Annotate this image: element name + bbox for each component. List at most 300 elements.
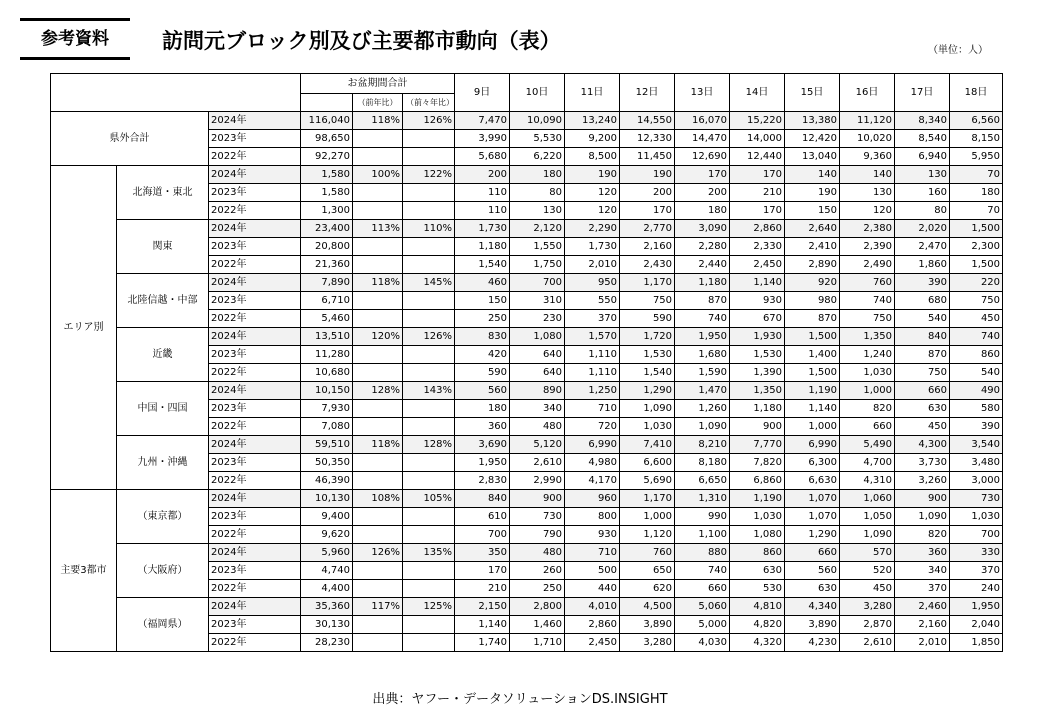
yoy-cell: 118% xyxy=(353,112,403,130)
day-value-cell: 140 xyxy=(785,166,840,184)
day-value-cell: 1,500 xyxy=(950,220,1003,238)
group-label: 主要3都市 xyxy=(51,490,117,652)
day-value-cell: 870 xyxy=(785,310,840,328)
year-cell: 2024年 xyxy=(209,544,301,562)
day-value-cell: 11,120 xyxy=(840,112,895,130)
day-value-cell: 3,730 xyxy=(895,454,950,472)
day-value-cell: 1,180 xyxy=(675,274,730,292)
day-value-cell: 4,980 xyxy=(565,454,620,472)
year-cell: 2024年 xyxy=(209,166,301,184)
day-value-cell: 210 xyxy=(730,184,785,202)
day-value-cell: 4,230 xyxy=(785,634,840,652)
day-value-cell: 4,340 xyxy=(785,598,840,616)
day-value-cell: 200 xyxy=(620,184,675,202)
header-yoy2: （前々年比） xyxy=(403,94,455,112)
day-value-cell: 1,470 xyxy=(675,382,730,400)
yoy2-cell xyxy=(403,580,455,598)
day-value-cell: 1,460 xyxy=(510,616,565,634)
day-value-cell: 1,000 xyxy=(840,382,895,400)
day-value-cell: 170 xyxy=(675,166,730,184)
day-value-cell: 4,820 xyxy=(730,616,785,634)
day-value-cell: 1,860 xyxy=(895,256,950,274)
day-value-cell: 1,570 xyxy=(565,328,620,346)
table-row xyxy=(51,274,1003,292)
day-value-cell: 2,490 xyxy=(840,256,895,274)
region-label: 中国・四国 xyxy=(117,382,209,436)
day-value-cell: 2,120 xyxy=(510,220,565,238)
day-value-cell: 930 xyxy=(730,292,785,310)
day-value-cell: 8,210 xyxy=(675,436,730,454)
yoy-cell xyxy=(353,580,403,598)
yoy-cell xyxy=(353,238,403,256)
year-cell: 2022年 xyxy=(209,634,301,652)
day-value-cell: 5,690 xyxy=(620,472,675,490)
total-cell: 6,710 xyxy=(301,292,353,310)
yoy2-cell: 125% xyxy=(403,598,455,616)
day-value-cell: 70 xyxy=(950,202,1003,220)
day-value-cell: 6,990 xyxy=(565,436,620,454)
year-cell: 2023年 xyxy=(209,562,301,580)
year-cell: 2023年 xyxy=(209,346,301,364)
day-value-cell: 790 xyxy=(510,526,565,544)
day-value-cell: 7,470 xyxy=(455,112,510,130)
visitor-table xyxy=(50,73,1003,652)
header-corner xyxy=(51,74,301,112)
day-value-cell: 1,240 xyxy=(840,346,895,364)
day-value-cell: 14,470 xyxy=(675,130,730,148)
yoy-cell xyxy=(353,148,403,166)
day-value-cell: 160 xyxy=(895,184,950,202)
day-value-cell: 2,450 xyxy=(565,634,620,652)
day-value-cell: 990 xyxy=(675,508,730,526)
yoy-cell: 118% xyxy=(353,274,403,292)
yoy2-cell xyxy=(403,472,455,490)
total-cell: 7,080 xyxy=(301,418,353,436)
day-value-cell: 360 xyxy=(895,544,950,562)
table-row xyxy=(51,328,1003,346)
day-value-cell: 4,300 xyxy=(895,436,950,454)
day-value-cell: 4,810 xyxy=(730,598,785,616)
day-value-cell: 660 xyxy=(840,418,895,436)
day-value-cell: 13,040 xyxy=(785,148,840,166)
total-cell: 1,580 xyxy=(301,184,353,202)
day-value-cell: 1,950 xyxy=(675,328,730,346)
day-value-cell: 15,220 xyxy=(730,112,785,130)
day-value-cell: 6,560 xyxy=(950,112,1003,130)
day-value-cell: 2,300 xyxy=(950,238,1003,256)
total-cell: 9,620 xyxy=(301,526,353,544)
day-value-cell: 1,090 xyxy=(840,526,895,544)
day-value-cell: 4,500 xyxy=(620,598,675,616)
day-value-cell: 1,170 xyxy=(620,490,675,508)
day-value-cell: 2,380 xyxy=(840,220,895,238)
year-cell: 2023年 xyxy=(209,292,301,310)
total-cell: 59,510 xyxy=(301,436,353,454)
day-value-cell: 750 xyxy=(950,292,1003,310)
header-day: 15日 xyxy=(785,74,840,112)
day-value-cell: 12,440 xyxy=(730,148,785,166)
day-value-cell: 890 xyxy=(510,382,565,400)
day-value-cell: 4,170 xyxy=(565,472,620,490)
day-value-cell: 340 xyxy=(895,562,950,580)
day-value-cell: 1,530 xyxy=(730,346,785,364)
yoy-cell xyxy=(353,364,403,382)
yoy2-cell xyxy=(403,526,455,544)
day-value-cell: 1,500 xyxy=(785,364,840,382)
year-cell: 2022年 xyxy=(209,364,301,382)
day-value-cell: 1,090 xyxy=(675,418,730,436)
total-cell: 5,460 xyxy=(301,310,353,328)
day-value-cell: 710 xyxy=(565,544,620,562)
day-value-cell: 6,860 xyxy=(730,472,785,490)
yoy2-cell xyxy=(403,634,455,652)
year-cell: 2022年 xyxy=(209,310,301,328)
day-value-cell: 5,490 xyxy=(840,436,895,454)
yoy2-cell xyxy=(403,400,455,418)
day-value-cell: 730 xyxy=(950,490,1003,508)
day-value-cell: 14,000 xyxy=(730,130,785,148)
total-cell: 10,680 xyxy=(301,364,353,382)
day-value-cell: 5,120 xyxy=(510,436,565,454)
day-value-cell: 180 xyxy=(455,400,510,418)
day-value-cell: 1,060 xyxy=(840,490,895,508)
day-value-cell: 1,190 xyxy=(730,490,785,508)
table-row xyxy=(51,382,1003,400)
day-value-cell: 220 xyxy=(950,274,1003,292)
day-value-cell: 1,190 xyxy=(785,382,840,400)
day-value-cell: 250 xyxy=(510,580,565,598)
day-value-cell: 2,800 xyxy=(510,598,565,616)
day-value-cell: 360 xyxy=(455,418,510,436)
yoy-cell: 120% xyxy=(353,328,403,346)
day-value-cell: 7,770 xyxy=(730,436,785,454)
day-value-cell: 1,030 xyxy=(840,364,895,382)
day-value-cell: 3,540 xyxy=(950,436,1003,454)
day-value-cell: 140 xyxy=(840,166,895,184)
day-value-cell: 710 xyxy=(565,400,620,418)
day-value-cell: 2,870 xyxy=(840,616,895,634)
day-value-cell: 3,890 xyxy=(785,616,840,634)
yoy2-cell xyxy=(403,454,455,472)
day-value-cell: 8,500 xyxy=(565,148,620,166)
day-value-cell: 450 xyxy=(950,310,1003,328)
day-value-cell: 6,220 xyxy=(510,148,565,166)
source-credit: 出典：ヤフー・データソリューションDS.INSIGHT xyxy=(372,692,668,707)
day-value-cell: 2,160 xyxy=(620,238,675,256)
table-row xyxy=(51,544,1003,562)
yoy-cell: 108% xyxy=(353,490,403,508)
day-value-cell: 870 xyxy=(895,346,950,364)
table-row xyxy=(51,220,1003,238)
day-value-cell: 1,180 xyxy=(455,238,510,256)
header-day: 16日 xyxy=(840,74,895,112)
day-value-cell: 700 xyxy=(950,526,1003,544)
day-value-cell: 170 xyxy=(620,202,675,220)
yoy2-cell: 143% xyxy=(403,382,455,400)
day-value-cell: 950 xyxy=(565,274,620,292)
yoy-cell xyxy=(353,508,403,526)
day-value-cell: 840 xyxy=(895,328,950,346)
day-value-cell: 250 xyxy=(455,310,510,328)
day-value-cell: 830 xyxy=(455,328,510,346)
yoy2-cell xyxy=(403,202,455,220)
day-value-cell: 200 xyxy=(675,184,730,202)
day-value-cell: 870 xyxy=(675,292,730,310)
day-value-cell: 350 xyxy=(455,544,510,562)
day-value-cell: 740 xyxy=(840,292,895,310)
day-value-cell: 6,940 xyxy=(895,148,950,166)
day-value-cell: 180 xyxy=(675,202,730,220)
yoy2-cell xyxy=(403,238,455,256)
yoy2-cell xyxy=(403,418,455,436)
yoy-cell xyxy=(353,184,403,202)
day-value-cell: 110 xyxy=(455,184,510,202)
day-value-cell: 340 xyxy=(510,400,565,418)
day-value-cell: 370 xyxy=(895,580,950,598)
day-value-cell: 930 xyxy=(565,526,620,544)
day-value-cell: 620 xyxy=(620,580,675,598)
day-value-cell: 5,530 xyxy=(510,130,565,148)
total-cell: 7,930 xyxy=(301,400,353,418)
day-value-cell: 390 xyxy=(950,418,1003,436)
total-cell: 92,270 xyxy=(301,148,353,166)
day-value-cell: 7,410 xyxy=(620,436,675,454)
day-value-cell: 1,080 xyxy=(730,526,785,544)
day-value-cell: 2,450 xyxy=(730,256,785,274)
year-cell: 2024年 xyxy=(209,328,301,346)
day-value-cell: 900 xyxy=(895,490,950,508)
day-value-cell: 1,950 xyxy=(950,598,1003,616)
yoy2-cell xyxy=(403,256,455,274)
total-cell: 10,150 xyxy=(301,382,353,400)
day-value-cell: 1,170 xyxy=(620,274,675,292)
day-value-cell: 500 xyxy=(565,562,620,580)
region-label: 北陸信越・中部 xyxy=(117,274,209,328)
day-value-cell: 190 xyxy=(620,166,675,184)
day-value-cell: 450 xyxy=(895,418,950,436)
year-cell: 2022年 xyxy=(209,418,301,436)
day-value-cell: 8,540 xyxy=(895,130,950,148)
day-value-cell: 9,200 xyxy=(565,130,620,148)
day-value-cell: 6,300 xyxy=(785,454,840,472)
year-cell: 2023年 xyxy=(209,616,301,634)
yoy-cell xyxy=(353,472,403,490)
day-value-cell: 230 xyxy=(510,310,565,328)
day-value-cell: 900 xyxy=(730,418,785,436)
table-row xyxy=(51,436,1003,454)
header-period-total: お盆期間合計 xyxy=(301,74,455,94)
day-value-cell: 5,000 xyxy=(675,616,730,634)
day-value-cell: 730 xyxy=(510,508,565,526)
day-value-cell: 1,140 xyxy=(730,274,785,292)
year-cell: 2024年 xyxy=(209,112,301,130)
day-value-cell: 1,540 xyxy=(620,364,675,382)
day-value-cell: 1,540 xyxy=(455,256,510,274)
table-row xyxy=(51,490,1003,508)
day-value-cell: 740 xyxy=(950,328,1003,346)
day-value-cell: 750 xyxy=(620,292,675,310)
day-value-cell: 8,340 xyxy=(895,112,950,130)
day-value-cell: 2,330 xyxy=(730,238,785,256)
day-value-cell: 760 xyxy=(620,544,675,562)
yoy2-cell xyxy=(403,346,455,364)
yoy-cell: 113% xyxy=(353,220,403,238)
day-value-cell: 1,950 xyxy=(455,454,510,472)
day-value-cell: 6,600 xyxy=(620,454,675,472)
region-label: （東京都） xyxy=(117,490,209,544)
day-value-cell: 3,090 xyxy=(675,220,730,238)
region-label: 近畿 xyxy=(117,328,209,382)
day-value-cell: 640 xyxy=(510,346,565,364)
day-value-cell: 2,440 xyxy=(675,256,730,274)
year-cell: 2024年 xyxy=(209,490,301,508)
day-value-cell: 1,090 xyxy=(895,508,950,526)
day-value-cell: 1,090 xyxy=(620,400,675,418)
day-value-cell: 4,310 xyxy=(840,472,895,490)
day-value-cell: 5,060 xyxy=(675,598,730,616)
yoy-cell: 128% xyxy=(353,382,403,400)
day-value-cell: 130 xyxy=(895,166,950,184)
day-value-cell: 920 xyxy=(785,274,840,292)
day-value-cell: 700 xyxy=(510,274,565,292)
header-day: 14日 xyxy=(730,74,785,112)
day-value-cell: 640 xyxy=(510,364,565,382)
day-value-cell: 800 xyxy=(565,508,620,526)
region-label: 九州・沖縄 xyxy=(117,436,209,490)
yoy-cell: 117% xyxy=(353,598,403,616)
total-cell: 1,580 xyxy=(301,166,353,184)
table-row xyxy=(51,112,1003,130)
yoy-cell xyxy=(353,418,403,436)
day-value-cell: 1,530 xyxy=(620,346,675,364)
year-cell: 2022年 xyxy=(209,148,301,166)
day-value-cell: 860 xyxy=(730,544,785,562)
day-value-cell: 740 xyxy=(675,310,730,328)
day-value-cell: 520 xyxy=(840,562,895,580)
day-value-cell: 4,030 xyxy=(675,634,730,652)
day-value-cell: 1,260 xyxy=(675,400,730,418)
day-value-cell: 6,630 xyxy=(785,472,840,490)
yoy-cell xyxy=(353,130,403,148)
total-cell: 98,650 xyxy=(301,130,353,148)
day-value-cell: 2,610 xyxy=(510,454,565,472)
yoy-cell xyxy=(353,310,403,328)
day-value-cell: 2,770 xyxy=(620,220,675,238)
day-value-cell: 370 xyxy=(565,310,620,328)
day-value-cell: 1,140 xyxy=(785,400,840,418)
day-value-cell: 1,070 xyxy=(785,508,840,526)
header-day: 12日 xyxy=(620,74,675,112)
page-title: 訪問元ブロック別及び主要都市動向（表） xyxy=(162,29,561,53)
day-value-cell: 630 xyxy=(730,562,785,580)
day-value-cell: 7,820 xyxy=(730,454,785,472)
header-total-blank xyxy=(301,94,353,112)
yoy2-cell xyxy=(403,148,455,166)
total-cell: 35,360 xyxy=(301,598,353,616)
day-value-cell: 2,390 xyxy=(840,238,895,256)
table-header xyxy=(51,74,1003,112)
day-value-cell: 880 xyxy=(675,544,730,562)
day-value-cell: 1,110 xyxy=(565,346,620,364)
total-cell: 46,390 xyxy=(301,472,353,490)
day-value-cell: 6,650 xyxy=(675,472,730,490)
header-day: 9日 xyxy=(455,74,510,112)
yoy-cell xyxy=(353,526,403,544)
day-value-cell: 130 xyxy=(840,184,895,202)
total-cell: 5,960 xyxy=(301,544,353,562)
day-value-cell: 3,990 xyxy=(455,130,510,148)
day-value-cell: 750 xyxy=(840,310,895,328)
day-value-cell: 190 xyxy=(785,184,840,202)
day-value-cell: 610 xyxy=(455,508,510,526)
day-value-cell: 480 xyxy=(510,544,565,562)
day-value-cell: 9,360 xyxy=(840,148,895,166)
day-value-cell: 5,680 xyxy=(455,148,510,166)
day-value-cell: 3,280 xyxy=(620,634,675,652)
yoy2-cell: 128% xyxy=(403,436,455,454)
header-day: 13日 xyxy=(675,74,730,112)
day-value-cell: 2,150 xyxy=(455,598,510,616)
yoy2-cell: 105% xyxy=(403,490,455,508)
day-value-cell: 590 xyxy=(455,364,510,382)
yoy-cell: 126% xyxy=(353,544,403,562)
day-value-cell: 310 xyxy=(510,292,565,310)
day-value-cell: 4,320 xyxy=(730,634,785,652)
day-value-cell: 660 xyxy=(895,382,950,400)
day-value-cell: 1,350 xyxy=(730,382,785,400)
year-cell: 2024年 xyxy=(209,382,301,400)
total-cell: 10,130 xyxy=(301,490,353,508)
day-value-cell: 840 xyxy=(455,490,510,508)
total-cell: 30,130 xyxy=(301,616,353,634)
day-value-cell: 3,280 xyxy=(840,598,895,616)
header-yoy: （前年比） xyxy=(353,94,403,112)
day-value-cell: 1,050 xyxy=(840,508,895,526)
unit-label: （単位：人） xyxy=(928,45,988,56)
day-value-cell: 170 xyxy=(455,562,510,580)
day-value-cell: 2,290 xyxy=(565,220,620,238)
yoy-cell xyxy=(353,616,403,634)
day-value-cell: 2,040 xyxy=(950,616,1003,634)
day-value-cell: 190 xyxy=(565,166,620,184)
total-cell: 21,360 xyxy=(301,256,353,274)
yoy2-cell: 122% xyxy=(403,166,455,184)
reference-tag: 参考資料 xyxy=(20,18,130,60)
yoy2-cell xyxy=(403,130,455,148)
year-cell: 2023年 xyxy=(209,184,301,202)
day-value-cell: 2,460 xyxy=(895,598,950,616)
day-value-cell: 10,090 xyxy=(510,112,565,130)
yoy-cell xyxy=(353,202,403,220)
day-value-cell: 4,010 xyxy=(565,598,620,616)
day-value-cell: 1,030 xyxy=(950,508,1003,526)
day-value-cell: 1,030 xyxy=(730,508,785,526)
day-value-cell: 2,830 xyxy=(455,472,510,490)
day-value-cell: 180 xyxy=(510,166,565,184)
region-label: 北海道・東北 xyxy=(117,166,209,220)
day-value-cell: 650 xyxy=(620,562,675,580)
yoy2-cell xyxy=(403,292,455,310)
day-value-cell: 1,590 xyxy=(675,364,730,382)
day-value-cell: 2,410 xyxy=(785,238,840,256)
day-value-cell: 530 xyxy=(730,580,785,598)
day-value-cell: 820 xyxy=(895,526,950,544)
year-cell: 2022年 xyxy=(209,526,301,544)
day-value-cell: 1,500 xyxy=(950,256,1003,274)
day-value-cell: 1,120 xyxy=(620,526,675,544)
day-value-cell: 960 xyxy=(565,490,620,508)
yoy2-cell: 145% xyxy=(403,274,455,292)
